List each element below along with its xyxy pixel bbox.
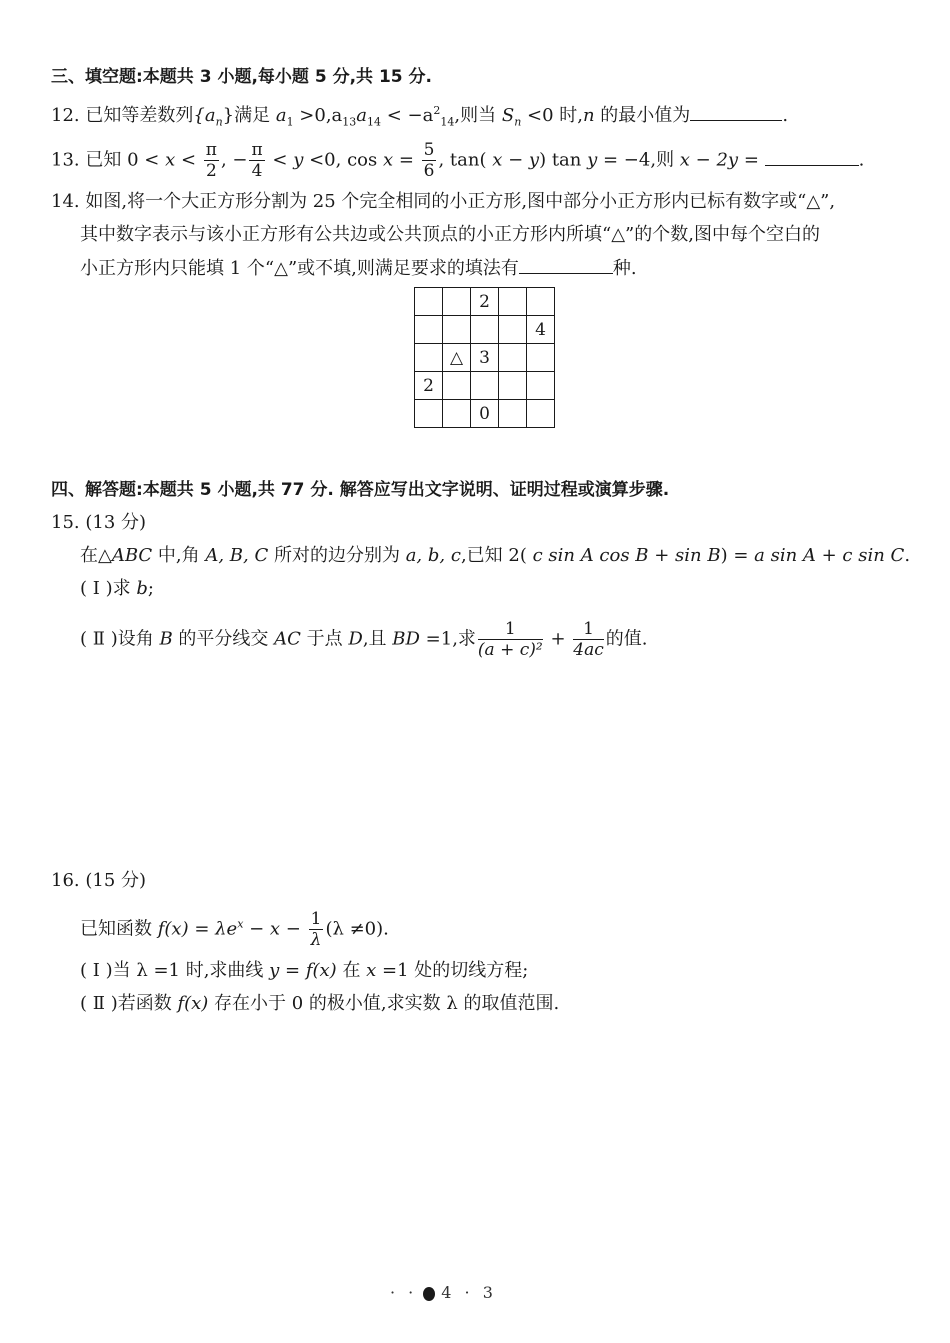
q12-sq-sup: 2 [433, 104, 441, 117]
grid-cell [415, 288, 443, 316]
q15-abc: ABC [111, 545, 153, 566]
grid-cell [415, 344, 443, 372]
q15-part-2 [80, 619, 647, 660]
grid-cell [443, 372, 471, 400]
q14-line-1: 14. 如图,将一个大正方形分割为 25 个完全相同的小正方形,图中部分小正方形内已标有数字或“△”, [51, 191, 836, 212]
q16-p1-c: =1 处的切线方程; [376, 960, 529, 981]
q13-frac1-num: π [205, 140, 217, 160]
q15-stem-c: 所对的边分别为 [268, 545, 406, 566]
q14-line-3-tail: 种. [612, 258, 637, 279]
q12-seq: {a [193, 105, 216, 126]
q16-fx: f(x) [157, 918, 189, 940]
q15-stem [80, 543, 910, 569]
q16-exp-sup: x [237, 917, 244, 931]
q13-frac-pi-2 [204, 140, 219, 181]
q14-answer-blank[interactable] [519, 255, 613, 274]
grid-row [415, 400, 555, 428]
q12-sq-sub: 14 [440, 115, 455, 129]
q15-angles: A, B, C [205, 545, 269, 566]
q13-text-8: y [587, 149, 598, 171]
q13-frac3-num: 5 [423, 140, 435, 160]
q15-stem-e: ) = [720, 545, 755, 566]
q12-lt: < −a [381, 105, 434, 126]
grid-cell: 3 [471, 344, 499, 372]
grid-cell [527, 288, 555, 316]
q13-text-3: < [266, 149, 294, 171]
grid-cell [499, 316, 527, 344]
q14-line-2: 其中数字表示与该小正方形有公共边或公共顶点的小正方形内所填“△”的个数,图中每个空白的 [80, 224, 820, 245]
q13-frac-pi-4 [249, 140, 264, 181]
grid-cell [499, 400, 527, 428]
q15-eq-lhs: c sin A cos B + sin B [532, 545, 721, 566]
q15-frac2-den: 4ac [573, 640, 604, 660]
q16-stem-c: − x − [243, 918, 307, 940]
q12-s: S [501, 105, 515, 126]
grid-cell [415, 400, 443, 428]
q16-stem-b: = [188, 918, 216, 940]
q15-frac1-num: 1 [478, 619, 543, 640]
q15-p2-BD: BD [392, 628, 420, 650]
q16-p2-b: 存在小于 0 的极小值,求实数 λ 的取值范围. [208, 993, 560, 1014]
q16-part-2 [80, 991, 559, 1017]
q16-frac-den: λ [310, 930, 322, 950]
page-footer [390, 1283, 497, 1302]
q13-frac1-den: 2 [205, 161, 217, 181]
q13-number: 13. [51, 149, 80, 171]
q15-p2-B: B [159, 628, 173, 650]
q14-line-3 [80, 255, 637, 282]
q13-frac2-den: 4 [251, 161, 263, 181]
q13-text-11: = [738, 149, 765, 171]
q12-text-5: 的最小值为 [594, 105, 691, 126]
q15-plus: + [544, 628, 572, 650]
q15-p2-d: ,且 [362, 628, 393, 650]
q15-p2-f: 的值. [605, 628, 648, 650]
q15-frac1-den: (a + c)² [477, 640, 543, 660]
section-3-header: 三、填空题:本题共 3 小题,每小题 5 分,共 15 分. [51, 67, 432, 87]
q15-p1-label: ( Ⅰ )求 [80, 578, 137, 599]
grid-cell [443, 316, 471, 344]
grid-cell [499, 372, 527, 400]
q15-p2-c: 于点 [300, 628, 349, 650]
grid-cell: 4 [527, 316, 555, 344]
q15-stem-f: . [904, 545, 911, 566]
grid-cell [499, 344, 527, 372]
q15-stem-a: 在△ [80, 545, 112, 566]
q15-frac2-num: 1 [573, 619, 603, 640]
q15-eq-rhs: a sin A + c sin C [754, 545, 905, 566]
q12-tail: . [782, 105, 789, 126]
q13-text-5: , tan( [438, 149, 493, 171]
q12-n: n [582, 105, 595, 126]
q13-text-1: 已知 0 < [85, 149, 166, 171]
q16-stem [80, 909, 389, 950]
q12-number: 12. [51, 105, 80, 126]
q15-p2-D: D [348, 628, 363, 650]
q12-a13-sub: 13 [342, 115, 357, 129]
grid-cell: 2 [471, 288, 499, 316]
q13-text-9: = −4,则 [597, 149, 680, 171]
q16-frac-1-lambda [309, 909, 324, 950]
q15-part-1 [80, 576, 154, 602]
q16-p1-x: x [366, 960, 377, 981]
q15-p1-end: ; [147, 578, 154, 599]
q13-x2: x [382, 149, 394, 171]
q13-x: x [165, 149, 176, 171]
grid-row [415, 316, 555, 344]
grid-cell [443, 400, 471, 428]
grid-cell [415, 316, 443, 344]
q15-frac-1 [478, 619, 543, 660]
question-12 [51, 98, 788, 136]
q12-a1-sub: 1 [286, 115, 294, 129]
q12-a14-sub: 14 [367, 115, 382, 129]
grid-cell [471, 372, 499, 400]
q15-heading: 15. (13 分) [51, 512, 147, 533]
question-13 [51, 140, 864, 181]
grid-cell [527, 372, 555, 400]
q13-text-4: <0, cos [303, 149, 383, 171]
grid-cell: △ [443, 344, 471, 372]
q12-cond-rest: >0,a [293, 105, 343, 126]
q15-p2-a: ( Ⅱ )设角 [80, 628, 160, 650]
q13-answer-blank[interactable] [765, 147, 859, 166]
grid-cell: 0 [471, 400, 499, 428]
q13-text-6: x − y [492, 149, 540, 171]
page-number: 4 · 3 [441, 1283, 497, 1302]
q15-p2-AC: AC [274, 628, 301, 650]
grid-cell [527, 344, 555, 372]
q12-text-3: ,则当 [454, 105, 497, 126]
grid-cell [471, 316, 499, 344]
q16-p1-curve: y = f(x) [269, 960, 337, 981]
q13-text-10: x − 2y [679, 149, 739, 171]
grid-cell: 2 [415, 372, 443, 400]
q16-p1-a: ( Ⅰ )当 λ =1 时,求曲线 [80, 960, 270, 981]
q16-heading: 16. (15 分) [51, 870, 147, 891]
section-4-header: 四、解答题:本题共 5 小题,共 77 分. 解答应写出文字说明、证明过程或演算步骤. [51, 480, 670, 500]
q13-text-2: , − [220, 149, 248, 171]
grid-cell [443, 288, 471, 316]
q15-p2-b: 的平分线交 [172, 628, 275, 650]
q15-p2-e: =1,求 [419, 628, 476, 650]
q16-stem-d: (λ ≠0). [325, 918, 389, 940]
q13-frac3-den: 6 [423, 161, 435, 181]
q16-part-1 [80, 958, 528, 984]
q16-p2-fx: f(x) [177, 993, 209, 1014]
q16-expr: λe [215, 918, 238, 940]
grid-cell [527, 400, 555, 428]
q13-lt: < [175, 149, 202, 171]
q15-sides: a, b, c [405, 545, 461, 566]
footer-dot-icon [423, 1287, 435, 1301]
grid-row [415, 372, 555, 400]
grid-cell [499, 288, 527, 316]
q12-seq-sub: n [215, 115, 223, 129]
q12-answer-blank[interactable] [690, 102, 782, 121]
q13-text-7: ) tan [539, 149, 588, 171]
footer-left: · · [390, 1283, 418, 1302]
q16-frac-num: 1 [310, 909, 322, 929]
q15-p1-b: b [136, 578, 148, 599]
q12-a1: a [275, 105, 287, 126]
q12-text-2: }满足 [222, 105, 271, 126]
q12-s-sub: n [514, 115, 522, 129]
q13-y: y [293, 149, 304, 171]
q13-eq: = [393, 149, 420, 171]
q12-text-1: 已知等差数列 [85, 105, 194, 126]
q13-frac2-num: π [251, 140, 263, 160]
q16-p2-a: ( Ⅱ )若函数 [80, 993, 178, 1014]
q16-stem-a: 已知函数 [80, 918, 158, 940]
grid-row [415, 288, 555, 316]
q15-stem-d: ,已知 2( [460, 545, 533, 566]
q15-frac-2 [573, 619, 603, 660]
q15-stem-b: 中,角 [152, 545, 206, 566]
q16-p1-b: 在 [336, 960, 367, 981]
q13-frac-5-6 [422, 140, 437, 181]
q12-text-4: <0 时, [521, 105, 583, 126]
q13-tail: . [858, 149, 865, 171]
q12-a14: a [356, 105, 368, 126]
q14-line-3-text: 小正方形内只能填 1 个“△”或不填,则满足要求的填法有 [80, 258, 519, 279]
grid-row [415, 344, 555, 372]
q14-grid [414, 287, 555, 428]
